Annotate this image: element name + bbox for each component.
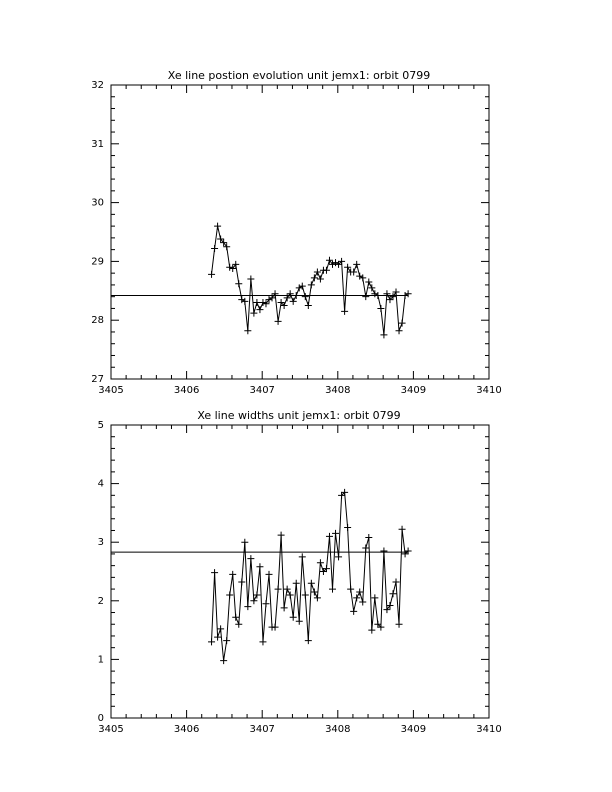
- width-chart: [98, 409, 502, 735]
- x-tick-label: 3407: [249, 385, 275, 396]
- data-point: [356, 589, 363, 596]
- x-tick-label: 3408: [325, 385, 351, 396]
- data-point: [238, 296, 245, 303]
- y-tick-label: 2: [97, 595, 104, 607]
- y-tick-label: 3: [97, 537, 104, 549]
- data-point: [362, 545, 369, 552]
- plot-marks: [111, 223, 412, 339]
- data-point: [247, 555, 254, 562]
- data-point: [356, 273, 363, 280]
- chart-title: Xe line widths unit jemx1: orbit 0799: [197, 409, 401, 422]
- data-point: [229, 265, 236, 272]
- data-point: [217, 625, 224, 632]
- data-point: [232, 614, 239, 621]
- y-tick-label: 1: [97, 654, 104, 666]
- data-point: [326, 257, 333, 264]
- data-point: [341, 308, 348, 315]
- data-point: [365, 278, 372, 285]
- data-point: [244, 603, 251, 610]
- x-tick-label: 3409: [400, 385, 427, 396]
- x-tick-label: 3406: [173, 724, 200, 735]
- x-tick-label: 3405: [98, 385, 124, 396]
- data-point: [335, 553, 342, 560]
- series-line: [212, 226, 409, 335]
- x-tick-label: 3410: [476, 385, 502, 396]
- axis-ticks: [111, 425, 489, 718]
- data-point: [302, 591, 309, 598]
- data-point: [362, 293, 369, 300]
- y-tick-label: 32: [91, 80, 104, 91]
- data-point: [244, 327, 251, 334]
- data-point: [305, 637, 312, 644]
- data-point: [380, 547, 387, 554]
- data-point: [275, 318, 282, 325]
- data-point: [223, 637, 230, 644]
- data-point: [253, 591, 260, 598]
- data-point: [329, 261, 336, 268]
- data-point: [266, 296, 273, 303]
- data-point: [350, 608, 357, 615]
- data-point: [405, 290, 412, 297]
- data-point: [386, 602, 393, 609]
- data-point: [232, 261, 239, 268]
- data-point: [368, 284, 375, 291]
- data-point: [317, 276, 324, 283]
- data-point: [365, 534, 372, 541]
- data-point: [208, 271, 215, 278]
- data-point: [350, 268, 357, 275]
- data-point: [229, 571, 236, 578]
- data-point: [226, 591, 233, 598]
- data-point: [214, 634, 221, 641]
- y-tick-label: 31: [91, 138, 104, 150]
- data-point: [380, 331, 387, 338]
- data-point: [241, 539, 248, 546]
- x-tick-label: 3410: [476, 724, 502, 735]
- data-point: [211, 569, 218, 576]
- data-point: [314, 594, 321, 601]
- data-point: [253, 299, 260, 306]
- data-point: [299, 553, 306, 560]
- data-point: [308, 281, 315, 288]
- x-tick-label: 3406: [173, 385, 200, 396]
- data-point: [326, 533, 333, 540]
- data-point: [396, 621, 403, 628]
- data-point: [293, 292, 300, 299]
- data-point: [389, 590, 396, 597]
- data-point: [377, 305, 384, 312]
- data-point: [308, 580, 315, 587]
- data-point: [347, 586, 354, 593]
- data-point: [235, 280, 242, 287]
- data-point: [247, 276, 254, 283]
- data-point: [302, 293, 309, 300]
- data-point: [353, 594, 360, 601]
- data-point: [259, 638, 266, 645]
- data-point: [393, 288, 400, 295]
- y-tick-label: 27: [91, 374, 104, 385]
- data-point: [235, 621, 242, 628]
- data-point: [399, 320, 406, 327]
- data-point: [259, 299, 266, 306]
- data-point: [220, 657, 227, 664]
- y-tick-label: 4: [97, 478, 104, 490]
- data-point: [399, 526, 406, 533]
- data-point: [266, 571, 273, 578]
- y-tick-label: 0: [97, 713, 104, 724]
- data-point: [383, 290, 390, 297]
- y-tick-label: 5: [97, 420, 104, 431]
- data-point: [223, 243, 230, 250]
- data-point: [368, 627, 375, 634]
- data-point: [214, 223, 221, 230]
- data-point: [332, 530, 339, 537]
- x-tick-label: 3405: [98, 724, 124, 735]
- data-point: [332, 259, 339, 266]
- data-point: [296, 618, 303, 625]
- data-point: [299, 283, 306, 290]
- data-point: [226, 264, 233, 271]
- data-point: [359, 274, 366, 281]
- data-point: [290, 298, 297, 305]
- x-tick-label: 3408: [325, 724, 351, 735]
- data-point: [305, 302, 312, 309]
- y-tick-label: 30: [91, 197, 104, 209]
- data-point: [287, 290, 294, 297]
- plot-frame: [111, 425, 489, 718]
- x-tick-label: 3407: [249, 724, 275, 735]
- data-point: [238, 579, 245, 586]
- y-tick-label: 29: [91, 256, 104, 268]
- data-point: [250, 597, 257, 604]
- data-point: [311, 589, 318, 596]
- data-point: [262, 300, 269, 307]
- data-point: [278, 532, 285, 539]
- data-point: [250, 310, 257, 317]
- data-point: [293, 580, 300, 587]
- data-point: [314, 268, 321, 275]
- data-point: [393, 579, 400, 586]
- data-point: [353, 261, 360, 268]
- data-point: [290, 614, 297, 621]
- data-point: [323, 267, 330, 274]
- data-point: [344, 524, 351, 531]
- data-point: [284, 586, 291, 593]
- data-point: [211, 245, 218, 252]
- data-point: [256, 563, 263, 570]
- plot-marks: [111, 489, 412, 664]
- data-point: [317, 559, 324, 566]
- data-point: [272, 290, 279, 297]
- series-line: [212, 492, 409, 660]
- data-point: [287, 591, 294, 598]
- plot-frame: [111, 85, 489, 379]
- data-point: [256, 306, 263, 313]
- data-point: [275, 586, 282, 593]
- y-tick-label: 28: [91, 315, 104, 327]
- data-point: [383, 606, 390, 613]
- data-point: [208, 638, 215, 645]
- data-point: [329, 586, 336, 593]
- data-point: [311, 274, 318, 281]
- data-point: [371, 594, 378, 601]
- data-point: [272, 624, 279, 631]
- x-tick-label: 3409: [400, 724, 427, 735]
- data-point: [241, 298, 248, 305]
- data-point: [374, 292, 381, 299]
- data-point: [371, 290, 378, 297]
- data-point: [262, 600, 269, 607]
- data-point: [344, 264, 351, 271]
- chart-title: Xe line postion evolution unit jemx1: orbit 0799: [167, 69, 431, 82]
- data-point: [359, 598, 366, 605]
- position-chart: [91, 69, 501, 396]
- axis-ticks: [111, 85, 489, 379]
- data-point: [402, 292, 409, 299]
- data-point: [396, 327, 403, 334]
- data-point: [296, 284, 303, 291]
- data-point: [281, 604, 288, 611]
